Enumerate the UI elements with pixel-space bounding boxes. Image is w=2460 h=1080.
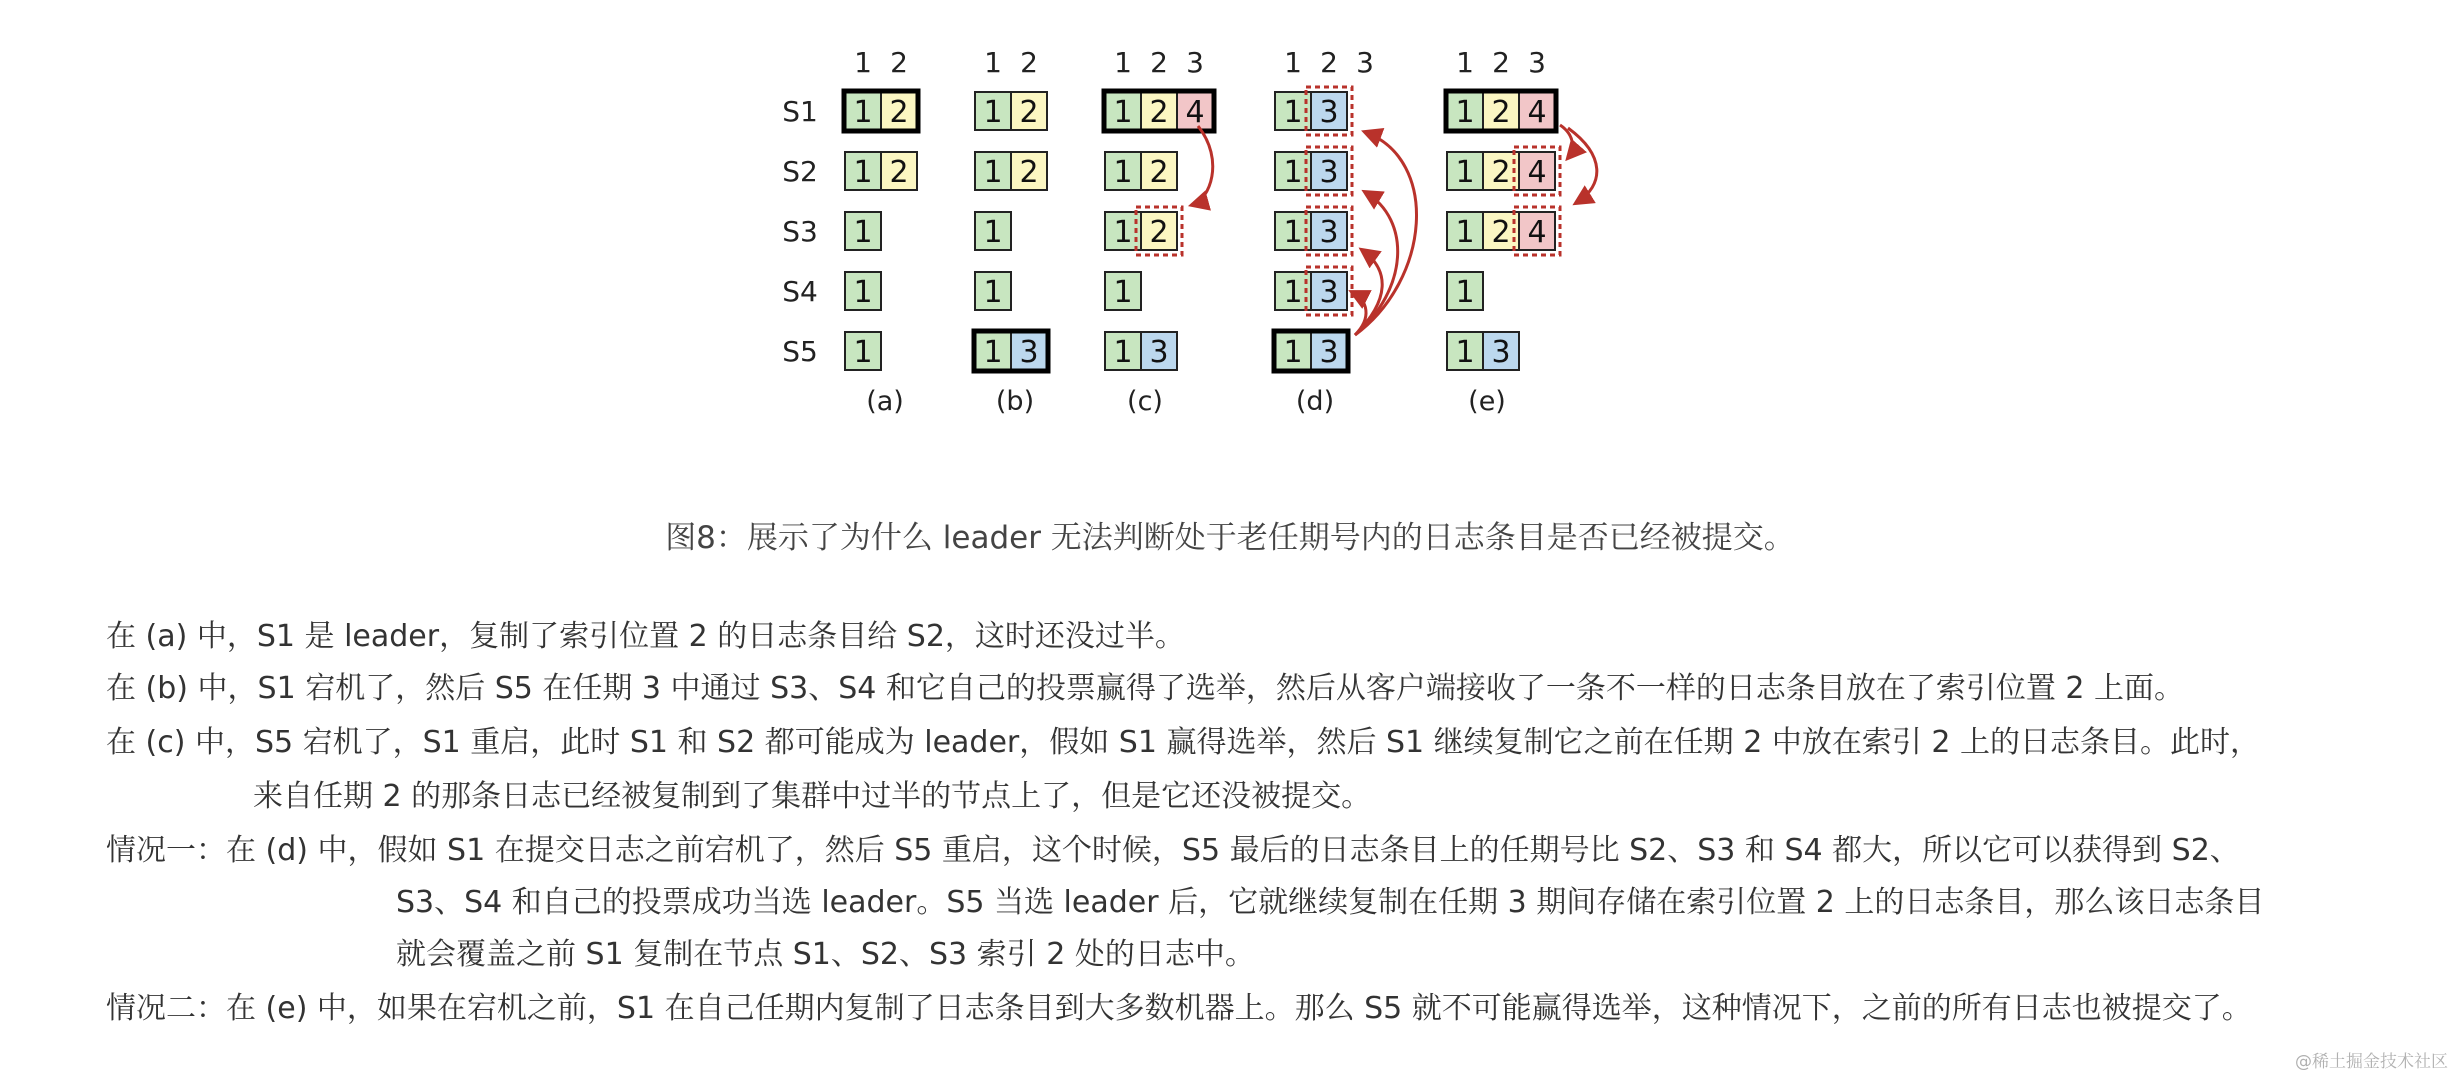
log-entry-term: 3 <box>1319 335 1339 370</box>
paragraph-e: 情况二：在 (e) 中，如果在宕机之前，S1 在自己任期内复制了日志条目到大多数机器上。那么 S5 就不可能赢得选举，这种情况下，之前的所有日志也被提交了。 <box>106 991 2252 1026</box>
log-s3 <box>1275 207 1352 255</box>
column-label: (e) <box>1468 386 1506 417</box>
index-header: 2 <box>1320 46 1338 79</box>
log-entry-term: 1 <box>1455 275 1475 310</box>
log-entry-term: 3 <box>1319 155 1339 190</box>
log-s4 <box>1105 272 1141 310</box>
log-entry-term: 1 <box>983 275 1003 310</box>
log-s4 <box>845 272 881 310</box>
log-entry-term: 2 <box>889 95 909 130</box>
paragraph-c-line1: 在 (c) 中，S5 宕机了，S1 重启，此时 S1 和 S2 都可能成为 leader，假如 S1 赢得选举，然后 S1 继续复制它之前在任期 2 中放在索引 2 上的日志条目。此时， <box>106 725 2260 760</box>
log-s1 <box>1104 91 1214 131</box>
column-d <box>1274 46 1374 417</box>
log-entry-term: 2 <box>1491 155 1511 190</box>
index-header: 3 <box>1528 46 1546 79</box>
log-entry-term: 1 <box>1113 155 1133 190</box>
log-entry-term: 1 <box>853 95 873 130</box>
index-header: 1 <box>1284 46 1302 79</box>
arrow-c-s1-to-s3 <box>1192 126 1213 205</box>
index-header: 1 <box>984 46 1002 79</box>
watermark: @稀土掘金技术社区 <box>2295 1052 2448 1072</box>
server-label-s3: S3 <box>782 215 818 248</box>
log-entry-term: 1 <box>853 215 873 250</box>
log-entry-term: 1 <box>1455 95 1475 130</box>
server-label-s2: S2 <box>782 155 818 188</box>
paragraph-d-line3: 就会覆盖之前 S1 复制在节点 S1、S2、S3 索引 2 处的日志中。 <box>396 937 1255 972</box>
log-entry-term: 1 <box>1455 215 1475 250</box>
log-entry-term: 1 <box>1113 95 1133 130</box>
server-label-s4: S4 <box>782 275 818 308</box>
index-header: 2 <box>890 46 908 79</box>
log-entry-term: 2 <box>1491 215 1511 250</box>
column-e <box>1446 46 1560 417</box>
log-s2 <box>1105 152 1177 190</box>
index-header: 1 <box>1114 46 1132 79</box>
log-s2 <box>1447 147 1560 195</box>
log-s5 <box>845 332 881 370</box>
log-s3 <box>1447 207 1560 255</box>
column-label: (a) <box>866 386 904 417</box>
server-label-s1: S1 <box>782 95 818 128</box>
index-header: 2 <box>1150 46 1168 79</box>
log-entry-term: 1 <box>983 95 1003 130</box>
raft-log-diagram <box>0 0 2460 460</box>
log-entry-term: 1 <box>1113 215 1133 250</box>
log-s4 <box>1275 267 1352 315</box>
log-s5 <box>1274 331 1348 371</box>
log-entry-term: 3 <box>1491 335 1511 370</box>
column-a <box>844 46 918 417</box>
log-s3 <box>845 212 881 250</box>
column-label: (c) <box>1127 386 1163 417</box>
log-entry-term: 3 <box>1319 275 1339 310</box>
column-label: (b) <box>995 386 1035 417</box>
paragraph-c-line2: 来自任期 2 的那条日志已经被复制到了集群中过半的节点上了，但是它还没被提交。 <box>253 779 1372 814</box>
paragraph-b: 在 (b) 中，S1 宕机了，然后 S5 在任期 3 中通过 S3、S4 和它自己的投票赢得了选举，然后从客户端接收了一条不一样的日志条目放在了索引位置 2 上面。 <box>106 671 2185 706</box>
column-label: (d) <box>1295 386 1335 417</box>
index-header: 2 <box>1492 46 1510 79</box>
index-header: 2 <box>1020 46 1038 79</box>
log-s1 <box>1275 87 1352 135</box>
index-header: 3 <box>1186 46 1204 79</box>
log-entry-term: 2 <box>1491 95 1511 130</box>
log-entry-term: 1 <box>983 215 1003 250</box>
log-entry-term: 3 <box>1319 95 1339 130</box>
index-header: 1 <box>1456 46 1474 79</box>
paragraph-d-line1: 情况一：在 (d) 中，假如 S1 在提交日志之前宕机了，然后 S5 重启，这个时候，S5 最后的日志条目上的任期号比 S2、S3 和 S4 都大，所以它可以获得到 S2、 <box>106 833 2240 868</box>
log-entry-term: 1 <box>1455 335 1475 370</box>
log-entry-term: 2 <box>1149 95 1169 130</box>
log-entry-term: 1 <box>983 155 1003 190</box>
log-s5 <box>974 331 1048 371</box>
log-entry-term: 1 <box>1283 335 1303 370</box>
log-entry-term: 1 <box>1455 155 1475 190</box>
log-entry-term: 4 <box>1527 95 1547 130</box>
log-entry-term: 1 <box>853 275 873 310</box>
index-header: 3 <box>1356 46 1374 79</box>
log-s1 <box>844 91 918 131</box>
log-entry-term: 3 <box>1319 215 1339 250</box>
log-entry-term: 1 <box>853 335 873 370</box>
log-entry-term: 4 <box>1185 95 1205 130</box>
log-entry-term: 1 <box>1283 275 1303 310</box>
log-entry-term: 1 <box>853 155 873 190</box>
log-entry-term: 1 <box>1283 155 1303 190</box>
log-entry-term: 1 <box>1283 215 1303 250</box>
log-entry-term: 4 <box>1527 215 1547 250</box>
log-s2 <box>975 152 1047 190</box>
log-s3 <box>975 212 1011 250</box>
paragraph-a: 在 (a) 中，S1 是 leader，复制了索引位置 2 的日志条目给 S2，这时还没过半。 <box>106 619 1185 654</box>
log-entry-term: 1 <box>983 335 1003 370</box>
log-s5 <box>1105 332 1177 370</box>
log-s2 <box>845 152 917 190</box>
log-entry-term: 2 <box>1149 215 1169 250</box>
log-entry-term: 2 <box>1019 95 1039 130</box>
log-s5 <box>1447 332 1519 370</box>
log-entry-term: 2 <box>1149 155 1169 190</box>
figure-caption: 图8：展示了为什么 leader 无法判断处于老任期号内的日志条目是否已经被提交。 <box>665 520 1795 556</box>
index-header: 1 <box>854 46 872 79</box>
log-s4 <box>1447 272 1483 310</box>
log-s4 <box>975 272 1011 310</box>
log-entry-term: 2 <box>1019 155 1039 190</box>
log-s1 <box>1446 91 1556 131</box>
log-s1 <box>975 92 1047 130</box>
log-entry-term: 3 <box>1019 335 1039 370</box>
column-c <box>1104 46 1214 417</box>
log-entry-term: 2 <box>889 155 909 190</box>
log-s3 <box>1105 207 1182 255</box>
server-label-s5: S5 <box>782 335 818 368</box>
log-entry-term: 1 <box>1113 275 1133 310</box>
log-entry-term: 3 <box>1149 335 1169 370</box>
log-entry-term: 1 <box>1113 335 1133 370</box>
log-s2 <box>1275 147 1352 195</box>
paragraph-d-line2: S3、S4 和自己的投票成功当选 leader。S5 当选 leader 后，它就继续复制在任期 3 期间存储在索引位置 2 上的日志条目，那么该日志条目 <box>396 885 2265 920</box>
log-entry-term: 4 <box>1527 155 1547 190</box>
log-entry-term: 1 <box>1283 95 1303 130</box>
column-b <box>974 46 1048 417</box>
